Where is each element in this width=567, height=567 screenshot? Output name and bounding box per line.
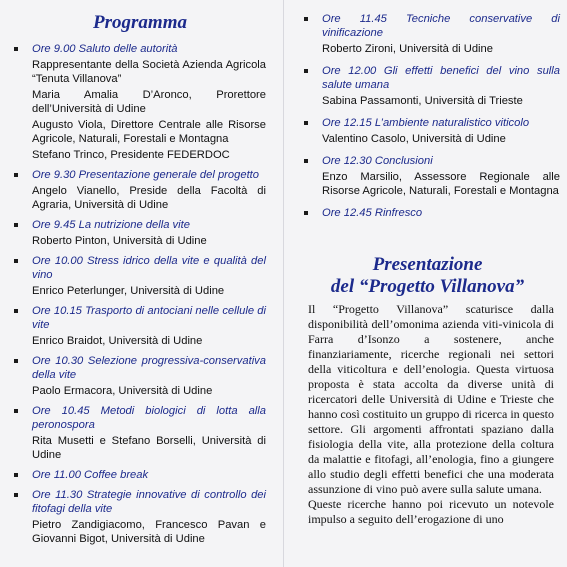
- bullet-icon: [14, 359, 18, 363]
- agenda-speaker: Stefano Trinco, Presidente FEDERDOC: [32, 149, 230, 161]
- agenda-speaker: Paolo Ermacora, Università di Udine: [32, 385, 213, 397]
- agenda-speaker: Angelo Vianello, Preside della Facoltà di Agraria, Università di Udine: [32, 185, 266, 211]
- agenda-item: [14, 304, 266, 348]
- agenda-speaker: Rita Musetti e Stefano Borselli, Università di Udine: [32, 435, 266, 461]
- agenda-item-title: Ore 11.30 Strategie innovative di controllo dei fitofagi della vite: [32, 489, 266, 515]
- agenda-speaker: Roberto Zironi, Università di Udine: [322, 43, 493, 55]
- agenda-item-title: Ore 11.45 Tecniche conservative di vinificazione: [322, 13, 560, 39]
- agenda-speaker: Valentino Casolo, Università di Udine: [322, 133, 506, 145]
- right-column: [288, 0, 567, 567]
- bullet-icon: [14, 409, 18, 413]
- agenda-item: [14, 168, 266, 212]
- agenda-item-title: Ore 12.15 L’ambiente naturalistico viticolo: [322, 117, 530, 129]
- bullet-icon: [304, 159, 308, 163]
- agenda-item: [14, 354, 266, 398]
- agenda-item: [304, 154, 560, 198]
- agenda-list-continued: [304, 12, 560, 228]
- agenda-item: [14, 488, 266, 546]
- agenda-speaker: Enrico Braidot, Università di Udine: [32, 335, 203, 347]
- bullet-icon: [14, 223, 18, 227]
- agenda-speaker: Pietro Zandigiacomo, Francesco Pavan e Giovanni Bigot, Università di Udine: [32, 519, 266, 545]
- agenda-item-title: Ore 9.30 Presentazione generale del progetto: [32, 169, 260, 181]
- programma-title: Programma: [93, 12, 187, 33]
- agenda-item: [14, 42, 266, 162]
- agenda-speaker: Rappresentante della Società Azienda Agricola “Tenuta Villanova”: [32, 59, 266, 85]
- bullet-icon: [14, 473, 18, 477]
- agenda-item-title: Ore 12.00 Gli effetti benefici del vino sulla salute umana: [322, 65, 560, 91]
- agenda-item-title: Ore 12.30 Conclusioni: [322, 155, 433, 167]
- agenda-item: [304, 64, 560, 108]
- agenda-item-title: Ore 10.45 Metodi biologici di lotta alla peronospora: [32, 405, 266, 431]
- bullet-icon: [304, 17, 308, 21]
- bullet-icon: [304, 121, 308, 125]
- agenda-item-title: Ore 11.00 Coffee break: [32, 469, 149, 481]
- presentazione-title-line2: del “Progetto Villanova”: [330, 276, 525, 297]
- bullet-icon: [304, 211, 308, 215]
- agenda-speaker: Augusto Viola, Direttore Centrale alle Risorse Agricole, Naturali, Forestali e Montagna: [32, 119, 266, 145]
- bullet-icon: [14, 259, 18, 263]
- presentazione-paragraph: Il “Progetto Villanova” scaturisce dalla disponibilità dell’omonima azienda viti-vinicola di Farra d’Isonzo a sostenere, anche finanziariamente, ricerche regionali nei settori della viticoltura e dell’enologia. Questa virtuosa proposta è stata accolta da diverse unità di ricercatori delle Università di Udine e Trieste che hanno così costituito un gruppo di ricerca in questo settore. Gli argomenti affrontati spaziano dalla fisiologia della vite, alla protezione della coltura da malattie e fitofagi, all’enologia, fino a giungere allo studio degli effetti benefici che una moderata assunzione di vino può avere sulla salute umana.: [308, 302, 554, 496]
- agenda-item-title: Ore 9.00 Saluto delle autorità: [32, 43, 178, 55]
- fold-divider: [283, 0, 284, 567]
- agenda-item: [304, 206, 560, 220]
- agenda-item: [304, 12, 560, 56]
- bullet-icon: [14, 47, 18, 51]
- programma-column: [0, 0, 280, 567]
- agenda-item: [14, 218, 266, 248]
- agenda-item-title: Ore 9.45 La nutrizione della vite: [32, 219, 190, 231]
- presentazione-paragraph: Queste ricerche hanno poi ricevuto un notevole impulso a seguito dell’erogazione di uno: [308, 497, 554, 526]
- agenda-speaker: Maria Amalia D’Aronco, Prorettore dell’Università di Udine: [32, 89, 266, 115]
- agenda-item-title: Ore 12.45 Rinfresco: [322, 207, 423, 219]
- agenda-speaker: Sabina Passamonti, Università di Trieste: [322, 95, 523, 107]
- bullet-icon: [14, 173, 18, 177]
- agenda-list: [14, 42, 266, 552]
- agenda-speaker: Roberto Pinton, Università di Udine: [32, 235, 207, 247]
- presentazione-body: [308, 302, 554, 527]
- presentazione-title: [288, 254, 567, 298]
- bullet-icon: [14, 493, 18, 497]
- agenda-item-title: Ore 10.15 Trasporto di antociani nelle cellule di vite: [32, 305, 266, 331]
- agenda-item: [14, 468, 266, 482]
- agenda-item-title: Ore 10.30 Selezione progressiva-conservativa della vite: [32, 355, 266, 381]
- agenda-item: [304, 116, 560, 146]
- agenda-speaker: Enrico Peterlunger, Università di Udine: [32, 285, 225, 297]
- agenda-item: [14, 254, 266, 298]
- agenda-item: [14, 404, 266, 462]
- agenda-speaker: Enzo Marsilio, Assessore Regionale alle Risorse Agricole, Naturali, Forestali e Montagna: [322, 171, 560, 197]
- presentazione-title-line1: Presentazione: [372, 254, 483, 275]
- bullet-icon: [304, 69, 308, 73]
- agenda-item-title: Ore 10.00 Stress idrico della vite e qualità del vino: [32, 255, 266, 281]
- bullet-icon: [14, 309, 18, 313]
